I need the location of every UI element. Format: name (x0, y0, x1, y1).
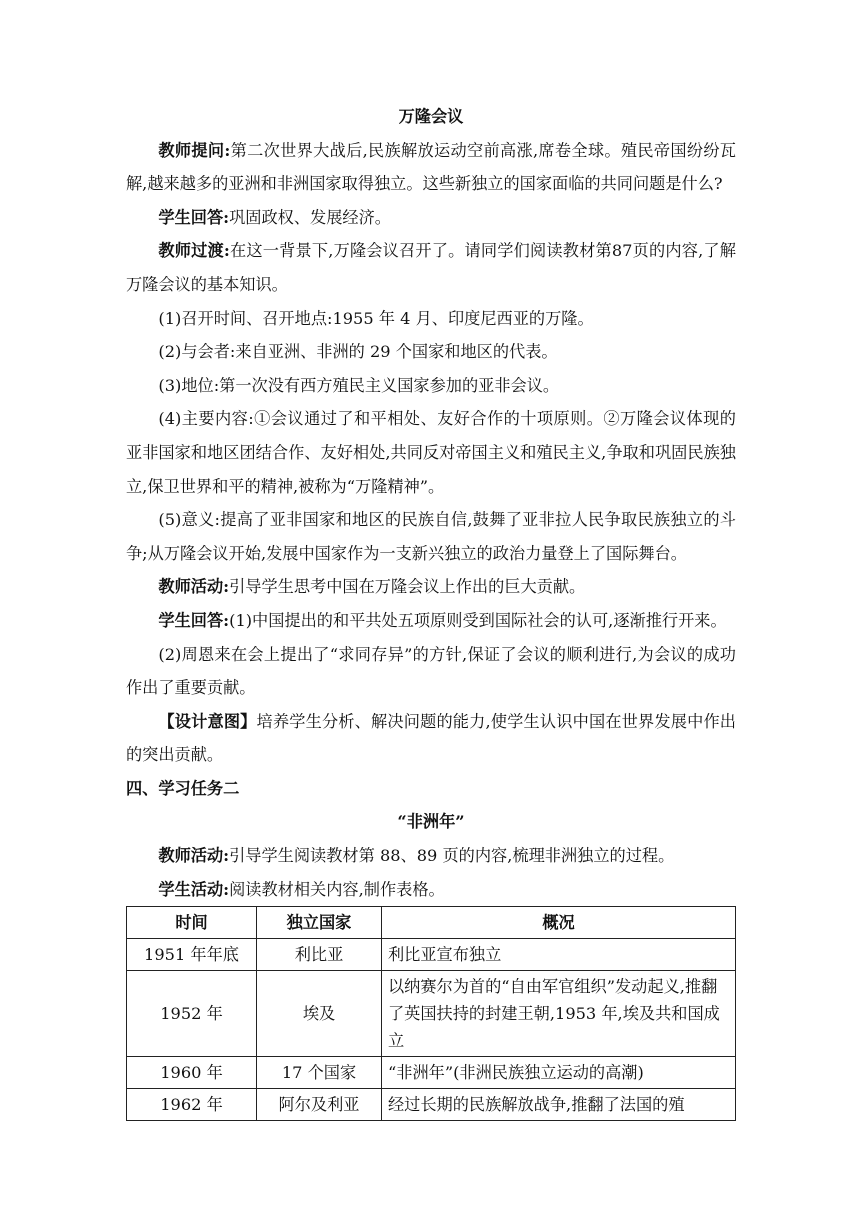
cell-country: 埃及 (257, 971, 382, 1057)
paragraph-label: 【设计意图】 (158, 711, 257, 731)
table-header-row (127, 907, 736, 939)
table-row (127, 1089, 736, 1121)
cell-overview: 经过长期的民族解放战争,推翻了法国的殖 (382, 1089, 736, 1121)
paragraph (126, 369, 736, 403)
cell-country: 17 个国家 (257, 1057, 382, 1089)
paragraph (126, 604, 736, 638)
header-overview: 概况 (382, 907, 736, 939)
table-row (127, 1057, 736, 1089)
header-country: 独立国家 (257, 907, 382, 939)
paragraph-label: 教师活动: (158, 577, 230, 597)
document-page (126, 100, 736, 1121)
paragraph (126, 402, 736, 503)
paragraph-text: (4)主要内容:①会议通过了和平相处、友好合作的十项原则。②万隆会议体现的亚非国家和地区团结合作、友好相处,共同反对帝国主义和殖民主义,争取和巩固民族独立,保卫世界和平的精神,被称为“万隆精神”。 (126, 409, 736, 496)
paragraph-text: (1)中国提出的和平共处五项原则受到国际社会的认可,逐渐推行开来。 (229, 610, 727, 630)
paragraph-label: 学生回答: (158, 610, 230, 630)
section-title-bandung: 万隆会议 (398, 107, 464, 126)
header-time: 时间 (127, 907, 257, 939)
cell-time: 1951 年年底 (127, 939, 257, 971)
cell-country: 利比亚 (257, 939, 382, 971)
paragraph-text: 第二次世界大战后,民族解放运动空前高涨,席卷全球。殖民帝国纷纷瓦解,越来越多的亚洲和非洲国家取得独立。这些新独立的国家面临的共同问题是什么? (126, 140, 736, 194)
paragraph (126, 503, 736, 570)
section-heading: 四、学习任务二 (126, 778, 240, 798)
paragraph (126, 201, 736, 235)
paragraph (126, 839, 736, 873)
paragraph-text: (2)与会者:来自亚洲、非洲的 29 个国家和地区的代表。 (158, 342, 558, 362)
table-row (127, 971, 736, 1057)
paragraph (126, 705, 736, 772)
paragraph (126, 234, 736, 301)
independence-table (126, 906, 736, 1121)
cell-time: 1960 年 (127, 1057, 257, 1089)
paragraph-text: (5)意义:提高了亚非国家和地区的民族自信,鼓舞了亚非拉人民争取民族独立的斗争;从万隆会议开始,发展中国家作为一支新兴独立的政治力量登上了国际舞台。 (126, 510, 736, 563)
paragraph-text: 引导学生阅读教材第 88、89 页的内容,梳理非洲独立的过程。 (229, 846, 675, 866)
paragraph (126, 134, 736, 201)
paragraph-label: 教师提问: (158, 140, 231, 160)
paragraph (126, 335, 736, 369)
cell-time: 1962 年 (127, 1089, 257, 1121)
cell-country: 阿尔及利亚 (257, 1089, 382, 1121)
cell-time: 1952 年 (127, 971, 257, 1057)
paragraph (126, 302, 736, 336)
paragraph-text: (3)地位:第一次没有西方殖民主义国家参加的亚非会议。 (158, 375, 560, 395)
paragraph-text: (2)周恩来在会上提出了“求同存异”的方针,保证了会议的顺利进行,为会议的成功作出了重要贡献。 (126, 644, 736, 698)
paragraph-text: (1)召开时间、召开地点:1955 年 4 月、印度尼西亚的万隆。 (158, 308, 594, 328)
paragraph-text: 阅读教材相关内容,制作表格。 (229, 879, 445, 899)
paragraph-text: 巩固政权、发展经济。 (229, 207, 391, 227)
paragraph (126, 873, 736, 907)
paragraph-text: 在这一背景下,万隆会议召开了。请同学们阅读教材第87页的内容,了解万隆会议的基本知识。 (126, 241, 736, 294)
paragraph-label: 学生回答: (158, 207, 230, 227)
paragraph-label: 学生活动: (158, 879, 230, 899)
paragraph-label: 教师过渡: (158, 241, 230, 261)
paragraph-text: 引导学生思考中国在万隆会议上作出的巨大贡献。 (229, 577, 586, 597)
paragraph-label: 教师活动: (158, 846, 230, 866)
paragraph (126, 638, 736, 705)
section-title-africa-year: “非洲年” (397, 812, 465, 832)
table-row (127, 939, 736, 971)
paragraph (126, 570, 736, 604)
cell-overview: “非洲年”(非洲民族独立运动的高潮) (382, 1057, 736, 1089)
cell-overview: 利比亚宣布独立 (382, 939, 736, 971)
paragraph-text: 培养学生分析、解决问题的能力,使学生认识中国在世界发展中作出的突出贡献。 (126, 711, 736, 765)
cell-overview: 以纳赛尔为首的“自由军官组织”发动起义,推翻了英国扶持的封建王朝,1953 年,埃及共和国成立 (382, 971, 736, 1057)
